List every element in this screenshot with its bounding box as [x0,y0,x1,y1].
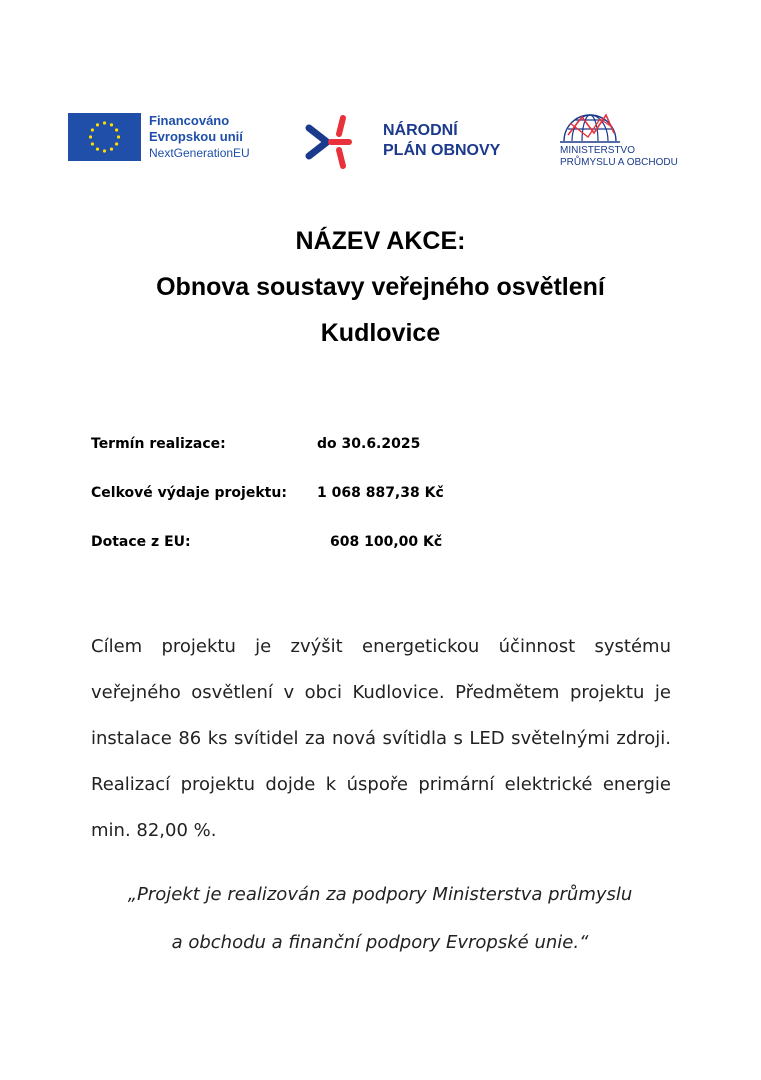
mpo-line1: MINISTERSTVO [560,145,636,156]
narodni-plan-obnovy-logo-icon [305,110,375,174]
logo-bar [0,105,761,175]
term-label: Termín realizace: [91,436,226,452]
title-label: NÁZEV AKCE: [295,227,466,255]
project-description: Cílem projektu je zvýšit energetickou účinnost systému veřejného osvětlení v obci Kudlovice. Předmětem projektu je instalace 86 ks svítidel za nová svítidla s LED světelnými zdroji. Realizací projektu dojde k úspoře primární elektrické energie min. 82,00 %. [91,636,671,841]
term-value: do 30.6.2025 [317,436,421,452]
narodni-plan-obnovy-text [383,121,500,161]
eu-flag-icon [68,113,141,161]
title-line3: Kudlovice [320,319,441,347]
mpo-line2: PRŮMYSLU A OBCHODU [560,157,678,168]
total-value: 1 068 887,38 Kč [317,485,444,501]
ministry-globe-icon [560,105,620,145]
eu-grant-value: 608 100,00 Kč [330,534,443,550]
eu-line1: Financováno [149,113,230,128]
eu-funding-text [149,113,250,161]
eu-grant-label: Dotace z EU: [91,534,191,550]
quote-line1: „Projekt je realizován za podpory Ministerstva průmyslu [127,884,633,905]
total-label: Celkové výdaje projektu: [91,485,287,501]
eu-line3: NextGenerationEU [149,146,250,160]
npo-line2: PLÁN OBNOVY [383,142,501,159]
npo-line1: NÁRODNÍ [383,122,458,139]
support-statement [60,871,700,967]
eu-line2: Evropskou unií [149,129,243,144]
quote-line2: a obchodu a finanční podpory Evropské unie.“ [171,932,589,953]
ministry-text [560,145,678,169]
title-line2: Obnova soustavy veřejného osvětlení [156,273,605,301]
project-title [0,218,761,356]
